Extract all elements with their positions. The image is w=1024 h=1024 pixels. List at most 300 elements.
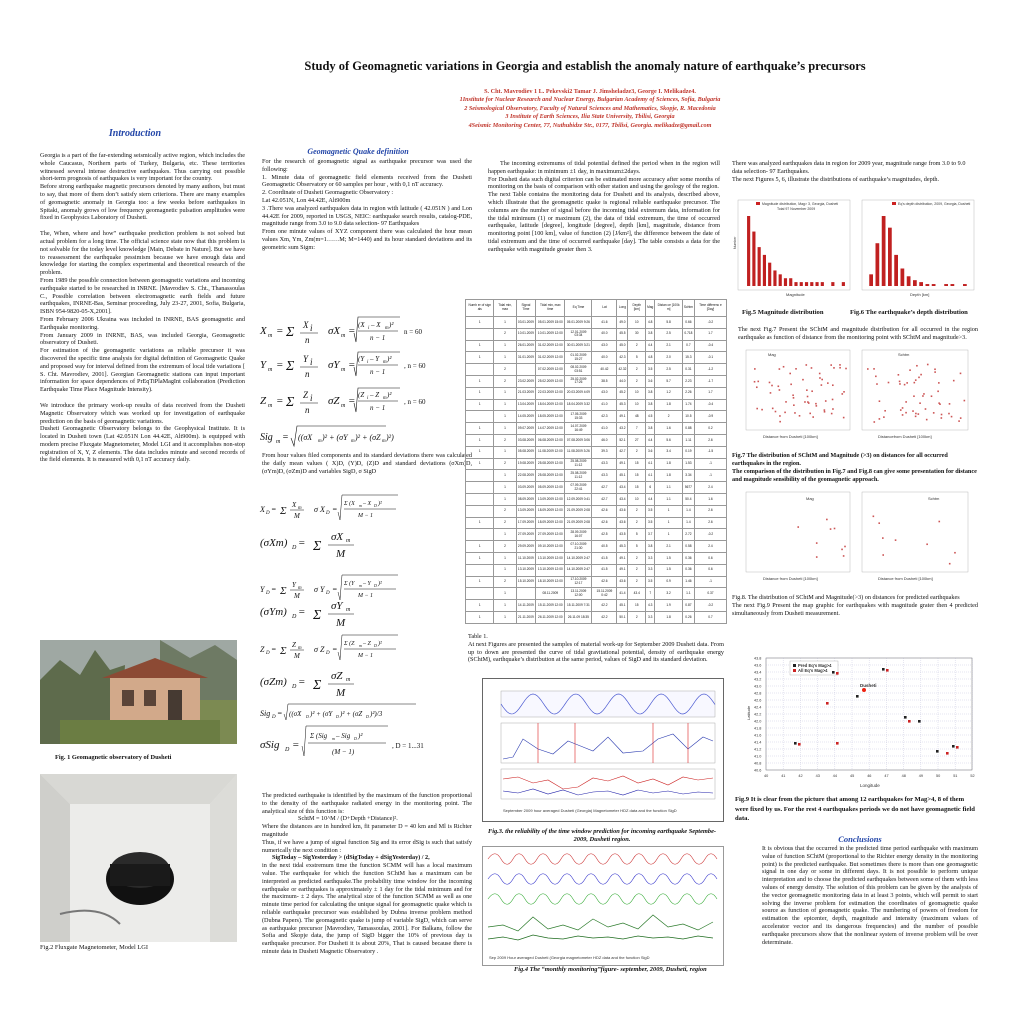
quake-p1: For the research of geomagnetic signal as earthquake precursor was used the following:: [262, 158, 472, 173]
svg-text:(M − 1): (M − 1): [332, 748, 355, 756]
scatter-point: [779, 389, 781, 391]
svg-text:)² + (σZ: )² + (σZ: [340, 710, 363, 718]
table-cell: 43.2: [617, 423, 628, 435]
scatter-point: [844, 546, 846, 548]
table-cell: 3.8: [646, 541, 655, 553]
svg-text:=: =: [298, 676, 306, 688]
table-cell: 07.02.2009 12:00: [536, 364, 565, 376]
scatter-point: [825, 400, 827, 402]
quake-point: [798, 743, 801, 746]
scatter-point: [920, 374, 922, 376]
table-cell: 30.01.2009 3:21: [565, 340, 592, 352]
map-xtick: 48: [901, 774, 906, 778]
scatter-point: [898, 374, 900, 376]
scatter-point: [843, 391, 845, 393]
svg-text:D: D: [266, 591, 270, 596]
svg-text:(σYm): (σYm): [260, 606, 287, 618]
table-cell: -1: [694, 470, 726, 482]
svg-text:D: D: [272, 715, 276, 720]
table-cell: 2.72: [682, 529, 694, 541]
table-cell: 0.87: [682, 600, 694, 612]
bar: [752, 232, 755, 286]
table-header: Schtm: [682, 300, 694, 317]
svg-text:i: i: [368, 326, 370, 331]
table-cell: -1: [694, 576, 726, 588]
svg-text:– X: – X: [363, 501, 372, 507]
table-cell: 25.02.2009 12:00: [536, 375, 565, 387]
table-cell: 25.08.2009 12:00: [536, 458, 565, 470]
col4-p2: The next Figures 5, 6, illustrate the distributions of earthquake’s magnitudes, depth.: [732, 175, 940, 183]
table-cell: 43.6: [617, 517, 628, 529]
scatter-point: [830, 364, 832, 366]
table-cell: 2: [628, 375, 646, 387]
table-row: [466, 600, 727, 612]
svg-text:m: m: [268, 367, 273, 373]
scatter-point: [789, 373, 791, 375]
scatter-point: [938, 521, 940, 523]
table-cell: 46.0: [592, 434, 617, 446]
bar: [763, 255, 766, 286]
table-cell: 05.01.2009 15:00: [536, 317, 565, 329]
table-cell: 21.03.2009: [516, 387, 536, 399]
table-cell: [466, 493, 494, 505]
table-row: [466, 434, 727, 446]
table-cell: 43.4: [617, 482, 628, 494]
svg-text:m: m: [268, 333, 273, 339]
table-row: [466, 493, 727, 505]
table-cell: 43.5: [617, 529, 628, 541]
svg-text:i: i: [310, 357, 313, 367]
svg-text:– X: – X: [371, 321, 381, 329]
table-cell: 2.6: [694, 434, 726, 446]
table-cell: 1: [494, 317, 516, 329]
quake-p3: 2. Coordinate of Dusheti Geomagnetic Observatory :: [262, 189, 394, 197]
svg-text:Σ: Σ: [280, 645, 287, 657]
col3-table-text: [468, 633, 724, 664]
affiliation-1: 1Institute for Nuclear Research and Nuclear Energy, Bulgarian Academy of Sciences, Sofia, Bulgaria: [459, 96, 721, 104]
depth-xlabel: Depth [km]: [910, 292, 930, 297]
table-row: [466, 364, 727, 376]
table-cell: 10: [628, 493, 646, 505]
svg-text:D: D: [306, 714, 309, 719]
table-cell: 42.32: [617, 364, 628, 376]
table-cell: 08.09.2009: [516, 493, 536, 505]
table-cell: 15.11.2009 7:31: [565, 600, 592, 612]
table-cell: 1: [494, 564, 516, 576]
map-city-label: Dusheti: [860, 683, 877, 688]
table-cell: 40.42: [592, 364, 617, 376]
table-cell: 3.34: [682, 470, 694, 482]
table-cell: 3.5: [646, 364, 655, 376]
fig1-caption: Fig. 1 Geomagnetic observatory of Dusheti: [55, 754, 172, 761]
scatter-point: [771, 385, 773, 387]
quake-point: [946, 752, 949, 755]
table-cell: 1.11: [682, 434, 694, 446]
table-cell: 3.8: [646, 399, 655, 411]
svg-text:(X: (X: [358, 321, 365, 329]
table-cell: 1.74: [682, 399, 694, 411]
scatter-point: [779, 415, 781, 417]
scatter-point: [923, 393, 925, 395]
fig6-caption: Fig.6 The earthquake’s depth distribution: [850, 309, 968, 316]
col3-text: [488, 160, 720, 254]
svg-text:X: X: [292, 501, 297, 509]
bar: [963, 284, 967, 286]
map-ytick: 42.2: [754, 712, 762, 717]
intro-p7: For estimation of the geomagnetic variations as reliable precursor it was discovered the specific time analysis for digital definition of Geomagnetic Quake and proposed way for interval defined from the extremum of local tide variations [ S. Cht. Mavrodiev, 2001]. Georgian Geomagnetic stations can input important information for space dependences of PrEqTiPlaMagInt collaboration (Prediction Earthquake Time Place Magnitude Intensity).: [40, 347, 245, 394]
mag-subtitle: Total 97 November 2009: [777, 207, 816, 211]
svg-text:D: D: [292, 684, 297, 690]
table-cell: -0.4: [694, 399, 726, 411]
table-row: [466, 529, 727, 541]
table-cell: 3.7: [646, 529, 655, 541]
svg-text:)²: )²: [387, 355, 392, 363]
svg-text:=: =: [292, 739, 300, 751]
middle-column: [262, 792, 472, 956]
table-cell: 49.1: [617, 458, 628, 470]
quake-p2: 1. Minute data of geomagnetic field elements received from the Dusheti Geomagnetic Observatory or 60 samples per hour , with 0,1 nT accuracy.: [262, 173, 472, 189]
intro-p2: Before strong earthquake magnetic precursors denoted by many authors, but must to say, that more of them don’t satisfy stern criterions. There are many examples of geomagnetic anomaly in Georgia too: a few weeks before earthquakes in Spitaki, anomaly grows of low frequency geomagnetic pulsation amplitudes were fixed in Geophysics Laboratory of Dusheti.: [40, 183, 245, 222]
svg-text:X: X: [303, 320, 309, 330]
svg-text:M: M: [336, 687, 346, 699]
scatter-point: [832, 399, 834, 401]
table-row: [466, 552, 727, 564]
table-cell: 1.7: [694, 387, 726, 399]
scatter-point: [779, 368, 781, 370]
scatter-point: [922, 395, 924, 397]
svg-text:=: =: [277, 709, 283, 718]
quake-p6: From one minute values of XYZ component there was calculated the hour mean values Xm, Ym, Zm(m=1……M; M=1440) and its hour standard deviations and its geometric sum Sigm:: [262, 228, 472, 251]
table-cell: 3.3: [646, 552, 655, 564]
scatter-point: [873, 516, 875, 518]
table-cell: 1: [494, 493, 516, 505]
svg-text:m: m: [268, 403, 273, 409]
svg-text:σX: σX: [328, 325, 341, 337]
quake-point: [794, 742, 797, 745]
scatter-point: [884, 410, 886, 412]
table-cell: [516, 588, 536, 600]
scatter-point: [816, 542, 818, 544]
scatter-point: [815, 403, 817, 405]
table-cell: 05.09.2009 12:00: [536, 482, 565, 494]
scatter-point: [879, 400, 881, 402]
table-cell: 45.1: [617, 600, 628, 612]
svg-text:=: =: [271, 585, 277, 594]
svg-text:σZ: σZ: [328, 395, 340, 407]
table-row: [466, 458, 727, 470]
table-cell: 2: [655, 411, 683, 423]
table-cell: -1.5: [694, 446, 726, 458]
table-cell: 2.23: [682, 375, 694, 387]
table-cell: 45.1: [617, 470, 628, 482]
scatter-point: [873, 368, 875, 370]
quake-point: [856, 695, 859, 698]
table-cell: 43.3: [592, 458, 617, 470]
table-cell: 42.7: [617, 446, 628, 458]
table-cell: 4.4: [646, 493, 655, 505]
scatter-point: [841, 549, 843, 551]
quake-p5: 3 .There was analyzed earthquakes data in region with latitude ( 42.051N ) and Lon 44.42E for 2009, reported in USGS, NEIC: earthquake search results, catalog-PDE, magnitude range from 3.0 to 9.0 data selection- 97 Earthquakes: [262, 204, 472, 228]
table-cell: 5: [628, 541, 646, 553]
scatter-point: [775, 411, 777, 413]
table-cell: 43.0: [592, 387, 617, 399]
svg-text:m: m: [298, 586, 302, 591]
table-cell: 49.1: [617, 564, 628, 576]
table-cell: [466, 588, 494, 600]
scatter-point: [867, 368, 869, 370]
scatter-point: [790, 384, 792, 386]
table-cell: 5: [628, 352, 646, 364]
svg-text:D: D: [374, 583, 377, 588]
table-cell: 0.36: [682, 552, 694, 564]
svg-text:Σ: Σ: [280, 585, 287, 597]
scht-formula: SchtM = 10^M / (D+Depth +Distance)².: [298, 815, 398, 823]
map-ytick: 41.2: [754, 747, 762, 752]
table-cell: 41.6: [592, 317, 617, 329]
quake-p4: Lat 42.051N, Lon 44.42E, Alt900m: [262, 196, 351, 204]
table-row: [466, 576, 727, 588]
svg-text:n − 1: n − 1: [370, 404, 386, 412]
scatter-point: [785, 401, 787, 403]
table-cell: 49.0: [617, 317, 628, 329]
quake-point: [886, 669, 889, 672]
table-cell: 1: [466, 576, 494, 588]
table-cell: 43.0: [592, 340, 617, 352]
scatter-point: [793, 397, 795, 399]
bar: [901, 269, 905, 287]
table-cell: 13.10.2009: [516, 564, 536, 576]
table-cell: 15.11.2009 12:00: [536, 600, 565, 612]
table-cell: 0.19: [682, 446, 694, 458]
bar: [907, 276, 911, 286]
scatter-point: [902, 414, 904, 416]
scatter-point: [913, 395, 915, 397]
table-header: Tidal min, max time: [536, 300, 565, 317]
table-header: Tidal min, max: [494, 300, 516, 317]
svg-text:m: m: [346, 607, 351, 613]
table-cell: 3.5: [646, 576, 655, 588]
fig7-caption-b: The comparison of the distribution in Fig.7 and Fig.8 can give some presentation for distance and magnitude sensibility of the geomagnetic approach.: [732, 468, 977, 483]
table-cell: 1.7: [694, 328, 726, 340]
table-cell: 29.09.2009: [516, 541, 536, 553]
table-cell: 3.6: [646, 446, 655, 458]
mag-ylabel: Number: [733, 236, 737, 249]
svg-text:Σ: Σ: [313, 678, 322, 693]
map-xtick: 49: [918, 774, 924, 778]
scatter-point: [799, 415, 801, 417]
scatter-point: [915, 413, 917, 415]
svg-text:M: M: [294, 512, 300, 520]
scatter-point: [953, 380, 955, 382]
svg-text:Sig: Sig: [260, 709, 271, 718]
table-cell: 4.1: [646, 458, 655, 470]
table-cell: 12.01.2009 03:34: [565, 328, 592, 340]
table-cell: 0.36: [682, 564, 694, 576]
table-cell: 42.6: [592, 517, 617, 529]
fig3-caption: Fig.3. the reliability of the time window prediction for incoming earthquake Septembe- 2009, Dusheti region.: [487, 828, 717, 843]
table-cell: 07.09.2009 22:41: [565, 482, 592, 494]
table-cell: 15.3: [682, 352, 694, 364]
scatter-point: [905, 401, 907, 403]
fig5-caption: Fig.5 Magnitude distribution: [742, 309, 824, 316]
fig9-map: [736, 650, 982, 790]
svg-text:m: m: [298, 506, 302, 511]
scatter-point: [804, 401, 806, 403]
svg-text:=: =: [332, 645, 338, 654]
table-row: [466, 482, 727, 494]
table-cell: 1: [494, 552, 516, 564]
table-row: [466, 399, 727, 411]
table-cell: 1: [655, 529, 683, 541]
table-cell: 42.7: [592, 482, 617, 494]
table-row: [466, 611, 727, 623]
bar: [789, 278, 792, 286]
scatter-point: [905, 412, 907, 414]
scatter-point: [949, 563, 951, 565]
map-xtick: 52: [970, 774, 975, 778]
table-cell: 1: [494, 411, 516, 423]
table-cell: [466, 364, 494, 376]
svg-text:– Y: – Y: [370, 355, 380, 363]
table-cell: 09.10.2009 12:00: [536, 541, 565, 553]
jump-condition: SigToday – SigYesterday > (dSigToday + dSigYesterday) / 2,: [272, 854, 430, 862]
scatter-point: [912, 410, 914, 412]
table-cell: 14.11.2009: [516, 600, 536, 612]
table-cell: 0.58: [682, 541, 694, 553]
table-cell: 10: [628, 317, 646, 329]
table-cell: 18.10.2009 12:00: [536, 576, 565, 588]
bar: [888, 228, 892, 286]
table-cell: 10.01.2009 12:00: [536, 328, 565, 340]
table-cell: -1.7: [694, 375, 726, 387]
scatter-point: [843, 555, 845, 557]
svg-text:Σ: Σ: [286, 325, 295, 340]
table-cell: -1: [694, 458, 726, 470]
table-cell: 1.5: [655, 564, 683, 576]
svg-text:)² + (σY: )² + (σY: [310, 710, 333, 718]
bar: [821, 282, 824, 286]
table-cell: -1.2: [694, 364, 726, 376]
fig7-mag-label: Mag: [768, 352, 776, 357]
intro-p6: From January 2009 in INRNE, BAS, was included Georgia, Geomagnetic observatory of Dusheti.: [40, 331, 245, 347]
svg-text:σ X: σ X: [314, 505, 325, 514]
table-cell: 2: [628, 505, 646, 517]
map-xtick: 42: [798, 774, 803, 778]
bar: [876, 243, 880, 286]
scatter-point: [949, 403, 951, 405]
table-cell: 18.04.2009 12:00: [536, 399, 565, 411]
table-cell: 42.2: [592, 600, 617, 612]
table-cell: 2: [494, 517, 516, 529]
scatter-point: [915, 416, 917, 418]
conclusions-text: It is obvious that the occurred in the predicted time period earthquake with maximum value of function SChtM (proportional to the Richter energy density in the monitoring point) is the predicted earthquake. But sometimes there is more than one geomagnetic signal in one day or some in different days. It is not possible to perform unique interpretation and to choose the predicted earthquakes between some of them with less values of energy density. The solution of this problem can be given by the analysis of the vector geomagnetic monitoring data in at least 3 points, which will permit to start solving the inverse problem for estimation the coordinates of geomagnetic quake source as function of geomagnetic quake. The numbering of powers of freedom for estimation the epicenter, depth, magnitude and intensity (maximum values of accelerator vector and its dangerous frequencies) and the number of possible earthquake precursors show that the nonlinear system of inverse problem will be over determinate.: [762, 845, 978, 946]
table-cell: 42.7: [592, 493, 617, 505]
svg-text:=: =: [332, 505, 338, 514]
table-cell: 2: [628, 364, 646, 376]
svg-text:Y: Y: [303, 354, 309, 364]
table-row: [466, 375, 727, 387]
table-cell: 21.11.2009: [516, 611, 536, 623]
svg-text:Σ (Y: Σ (Y: [344, 581, 355, 587]
fig7-xlabel: Distance from Dusheti [100km]: [763, 434, 818, 439]
table-cell: 5.8: [655, 317, 683, 329]
map-xtick: 43: [815, 774, 820, 778]
table-cell: 3.3: [646, 611, 655, 623]
table-cell: 0.2: [694, 423, 726, 435]
affiliation-3: 3 Institute of Earth Sciences, Ilia State University, Tbilisi, Georgia: [505, 113, 675, 121]
bar: [882, 216, 886, 286]
svg-text:m: m: [359, 643, 362, 648]
svg-text:=: =: [332, 585, 338, 594]
svg-text:Σ (Z: Σ (Z: [344, 641, 355, 647]
svg-text:)²: )²: [387, 391, 392, 399]
svg-text:=: =: [276, 325, 284, 337]
table-cell: 2: [494, 434, 516, 446]
table-cell: 1: [655, 517, 683, 529]
quake-point: [836, 742, 839, 745]
map-ytick: 43.4: [754, 670, 762, 675]
col3-p2: For Dusheti data such digital criterion can be estimated more accuracy after some months of monitoring on the basis of comparison with other station and using the geology of the region.: [488, 175, 720, 191]
bar: [944, 284, 948, 286]
scatter-point: [819, 373, 821, 375]
svg-text:(Z: (Z: [358, 391, 365, 399]
scatter-point: [827, 382, 829, 384]
scatter-point: [941, 417, 943, 419]
table-cell: 45.0: [617, 340, 628, 352]
authors: S. Cht. Mavrodiev 1 L. Pekevski2 Tamar J. Jimsheladze3, George I. Melikadze4.: [484, 88, 696, 95]
col3-p1: The incoming extremums of tidal potential defined the period when in the region will happen earthquake: in minimum ±1 day, in maximum±2days.: [488, 160, 720, 175]
scatter-point: [783, 366, 785, 368]
table-cell: 5.7: [655, 375, 683, 387]
scatter-point: [757, 381, 759, 383]
table-cell: 15.11.2009 0:42: [592, 588, 617, 600]
svg-text:– Z: – Z: [370, 391, 380, 399]
quake-heading: Geomagnetic Quake definition: [307, 147, 409, 156]
quake-point: [936, 750, 939, 753]
table-cell: 1: [494, 352, 516, 364]
table-row: [466, 517, 727, 529]
table-cell: 1: [466, 423, 494, 435]
table-cell: 10: [628, 387, 646, 399]
scatter-point: [761, 409, 763, 411]
svg-text:Σ: Σ: [286, 395, 295, 410]
table-cell: 0.26: [682, 611, 694, 623]
fig3-chart: [482, 678, 724, 822]
table-cell: 03.01.2009: [516, 317, 536, 329]
table-cell: 41.5: [592, 564, 617, 576]
bar: [932, 284, 936, 286]
scatter-point: [918, 413, 920, 415]
svg-text:=: =: [282, 432, 289, 443]
table-row: [466, 446, 727, 458]
table-cell: 1: [494, 399, 516, 411]
table-cell: 41.4: [617, 588, 628, 600]
fig9-caption: Fig.9 It is clear from the picture that among 12 earthquakes for Mag>4, 8 of them were fixed by us. For the rest 4 earthquakes periods we do not have geomagnetic field data.: [735, 796, 975, 822]
table-cell: 0.37: [694, 588, 726, 600]
mag-legend: Magnitude distribution, Mag> 3, Georgia, Dusheti: [762, 202, 839, 206]
table-cell: 1.6: [694, 493, 726, 505]
scatter-point: [841, 393, 843, 395]
scatter-point: [933, 412, 935, 414]
table-cell: 1: [466, 387, 494, 399]
quake-point: [832, 671, 835, 674]
svg-text:m: m: [346, 538, 351, 544]
poster-title: Study of Geomagnetic variations in Georgia and establish the anomaly nature of earthquake’s precursors: [304, 59, 866, 73]
table-cell: 1: [655, 505, 683, 517]
table-cell: 2: [494, 576, 516, 588]
table-cell: 5.6: [655, 434, 683, 446]
n-eq-3: , n = 60: [404, 398, 426, 406]
